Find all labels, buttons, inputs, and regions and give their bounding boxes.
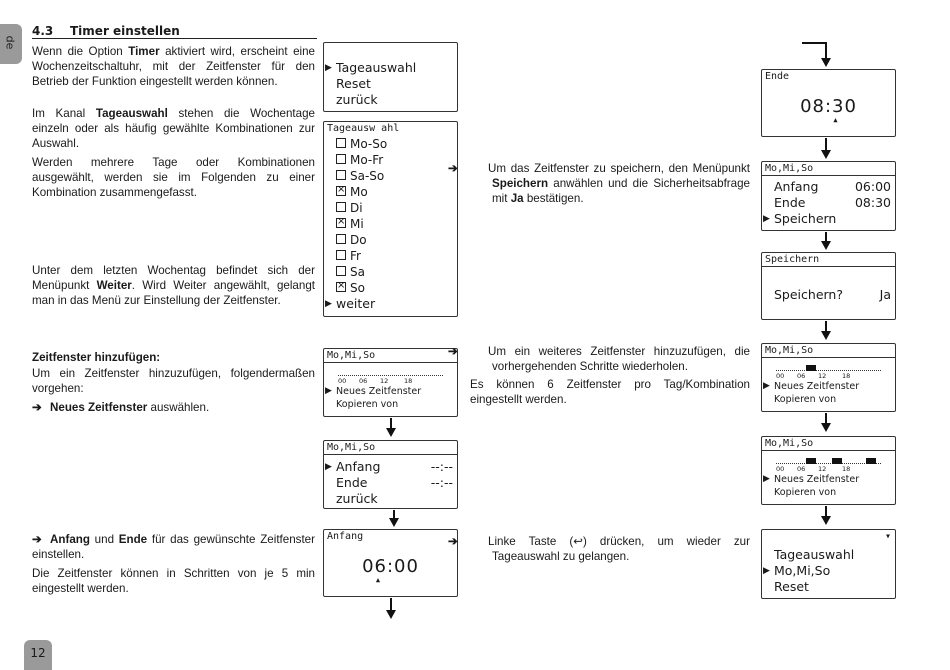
- time-window-block: [866, 458, 876, 464]
- timeline: 00 06 12 18: [762, 451, 895, 473]
- day-label: Mo-Fr: [350, 153, 384, 167]
- day-label: So: [350, 281, 365, 295]
- flow-arrow-icon: [386, 428, 396, 437]
- screen-speichern: [761, 252, 896, 320]
- checkbox-checked-icon[interactable]: [336, 282, 346, 292]
- section-number: 4.3: [32, 24, 54, 38]
- screen-title: Mo,Mi,So: [324, 349, 457, 363]
- screen-zeitfenster-many: [761, 436, 896, 505]
- screen-main-menu: [323, 42, 458, 112]
- screen-zeitfenster-one: [761, 343, 896, 412]
- flow-arrow-icon: [386, 610, 396, 619]
- confirm-yes[interactable]: Ja: [879, 287, 891, 302]
- menu-item-kopieren[interactable]: Kopieren von: [774, 394, 837, 405]
- subheading-zeitfenster: Zeitfenster hinzufügen:: [32, 351, 161, 364]
- day-label: Fr: [350, 249, 361, 263]
- row-anfang[interactable]: Anfang 06:00: [774, 179, 891, 194]
- paragraph-5min: Die Zeitfenster können in Schritten von je 5 min eingestellt werden.: [32, 567, 315, 596]
- checkbox-icon[interactable]: [336, 234, 346, 244]
- day-option[interactable]: [324, 232, 457, 248]
- checkbox-checked-icon[interactable]: [336, 218, 346, 228]
- row-ende[interactable]: Ende --:--: [336, 475, 453, 490]
- flow-arrow-icon: [821, 516, 831, 525]
- day-label: Do: [350, 233, 367, 247]
- checkbox-icon[interactable]: [336, 138, 346, 148]
- menu-item-neues-zeitfenster[interactable]: ▶ Neues Zeitfenster: [324, 385, 457, 398]
- time-window-block: [806, 458, 816, 464]
- row-zurueck[interactable]: zurück: [336, 491, 378, 506]
- day-option[interactable]: [324, 184, 457, 200]
- paragraph-weiter: Unter dem letzten Wochentag befindet sich der Menüpunkt Weiter. Wird Weiter angewählt, gelangt man in das Menü zur Einstellung der Zeitfenster.: [32, 264, 315, 308]
- caret-icon: ▲: [375, 576, 381, 584]
- save-confirm-row: [762, 287, 895, 303]
- menu-item-tageauswahl[interactable]: Tageauswahl: [774, 547, 855, 562]
- flow-arrow-icon: [821, 331, 831, 340]
- menu-item-combination[interactable]: ▶ Mo,Mi,So: [762, 563, 895, 579]
- time-window-block: [832, 458, 842, 464]
- screen-title: Anfang: [327, 531, 364, 542]
- screen-title: Speichern: [762, 253, 895, 267]
- flow-line: [802, 42, 827, 44]
- flow-arrow-icon: [821, 241, 831, 250]
- section-title: Timer einstellen: [70, 24, 180, 38]
- day-label: Di: [350, 201, 363, 215]
- screen-tageauswahl: [323, 121, 458, 317]
- timeline: 00 06 12 18: [324, 363, 457, 385]
- flow-arrow-icon: [821, 150, 831, 159]
- row-speichern[interactable]: ▶ Speichern: [762, 211, 895, 227]
- day-label: Sa-So: [350, 169, 385, 183]
- arrow-right-icon: ➔: [32, 533, 42, 546]
- checkbox-icon[interactable]: [336, 266, 346, 276]
- row-anfang[interactable]: ▶ Anfang --:--: [324, 459, 457, 475]
- step-repeat: ➔ Um ein weiteres Zeitfenster hinzuzufügen, die vorhergehenden Schritte wiederholen.: [448, 345, 750, 374]
- step-back: ➔ Linke Taste (↩) drücken, um wieder zur Tageauswahl zu gelangen.: [448, 535, 750, 564]
- menu-item-kopieren[interactable]: Kopieren von: [336, 399, 399, 410]
- time-window-block: [806, 365, 816, 371]
- day-label: Sa: [350, 265, 365, 279]
- screen-title: Ende: [765, 71, 790, 82]
- screen-anfang-ende: [323, 440, 458, 509]
- screen-zeitfenster-empty: [323, 348, 458, 417]
- day-option[interactable]: [324, 152, 457, 168]
- timeline: 00 06 12 18: [762, 358, 895, 380]
- arrow-right-icon: ➔: [448, 535, 458, 548]
- menu-item-reset[interactable]: Reset: [336, 76, 371, 91]
- checkbox-icon[interactable]: [336, 250, 346, 260]
- menu-item-tageauswahl[interactable]: ▶ Tageauswahl: [324, 60, 457, 76]
- back-key-icon: ↩: [573, 535, 583, 548]
- step-save: ➔ Um das Zeitfenster zu speichern, den Menüpunkt Speichern anwählen und die Sicherheitsabfrage mit Ja bestätigen.: [448, 162, 750, 206]
- language-tab: [0, 24, 22, 64]
- screen-ende-time: [761, 69, 896, 137]
- checkbox-icon[interactable]: [336, 154, 346, 164]
- page-number-tab: [24, 640, 52, 670]
- menu-item-reset[interactable]: Reset: [774, 579, 809, 594]
- caret-icon: ▲: [833, 116, 838, 124]
- menu-item-weiter[interactable]: ▶ weiter: [324, 296, 457, 312]
- flow-arrow-icon: [821, 423, 831, 432]
- day-option[interactable]: [324, 216, 457, 232]
- day-label: Mi: [350, 217, 364, 231]
- step-new-window: ➔ Neues Zeitfenster auswählen.: [32, 401, 210, 414]
- checkbox-checked-icon[interactable]: [336, 186, 346, 196]
- screen-title: Tageausw ahl: [327, 123, 400, 134]
- heading-rule: [32, 38, 317, 39]
- day-label: Mo: [350, 185, 368, 199]
- time-value[interactable]: 06:00: [362, 556, 419, 577]
- dropdown-icon: ▾: [884, 531, 891, 542]
- screen-title: Mo,Mi,So: [324, 441, 457, 455]
- flow-arrow-icon: [821, 58, 831, 67]
- checkbox-icon[interactable]: [336, 202, 346, 212]
- day-option[interactable]: [324, 136, 457, 152]
- menu-item-zurueck[interactable]: zurück: [336, 92, 378, 107]
- day-option[interactable]: [324, 248, 457, 264]
- time-value[interactable]: 08:30: [800, 96, 857, 117]
- step-set-window: ➔ Anfang und Ende für das gewünschte Zeitfenster einstellen.: [32, 533, 315, 562]
- checkbox-icon[interactable]: [336, 170, 346, 180]
- day-option[interactable]: [324, 280, 457, 296]
- day-list: [324, 136, 457, 296]
- arrow-right-icon: ➔: [32, 401, 42, 414]
- paragraph-add-window: Um ein Zeitfenster hinzuzufügen, folgendermaßen vorgehen:: [32, 367, 315, 396]
- day-label: Mo-So: [350, 137, 388, 151]
- arrow-right-icon: ➔: [448, 162, 458, 175]
- screen-title: Mo,Mi,So: [762, 437, 895, 451]
- menu-item-neues-zeitfenster[interactable]: ▶ Neues Zeitfenster: [762, 473, 895, 486]
- page-number: 12: [30, 646, 46, 660]
- screen-title: Mo,Mi,So: [762, 162, 895, 176]
- screen-timer-menu: [761, 529, 896, 599]
- language-label: de: [3, 35, 17, 50]
- screen-anfang-time: [323, 529, 458, 597]
- menu-item-kopieren[interactable]: Kopieren von: [774, 487, 837, 498]
- arrow-right-icon: ➔: [448, 345, 458, 358]
- flow-arrow-icon: [389, 518, 399, 527]
- menu-item-neues-zeitfenster[interactable]: ▶ Neues Zeitfenster: [762, 380, 895, 393]
- paragraph-tageauswahl: Im Kanal Tageauswahl stehen die Wochentage einzeln oder als häufig gewählte Kombinationen zur Auswahl.: [32, 107, 315, 151]
- paragraph-6-windows: Es können 6 Zeitfenster pro Tag/Kombination eingestellt werden.: [470, 378, 750, 407]
- screen-window-edit: [761, 161, 896, 231]
- save-question: Speichern?: [774, 287, 843, 302]
- screen-title: Mo,Mi,So: [762, 344, 895, 358]
- row-ende[interactable]: Ende 08:30: [774, 195, 891, 210]
- paragraph-combination: Werden mehrere Tage oder Kombinationen ausgewählt, werden sie im Folgenden zu einer Kombination zusammengefasst.: [32, 156, 315, 200]
- paragraph-intro: Wenn die Option Timer aktiviert wird, erscheint eine Wochenzeitschaltuhr, mit der Zeitfenster für den Betrieb der Funktion eingestellt werden können.: [32, 45, 315, 89]
